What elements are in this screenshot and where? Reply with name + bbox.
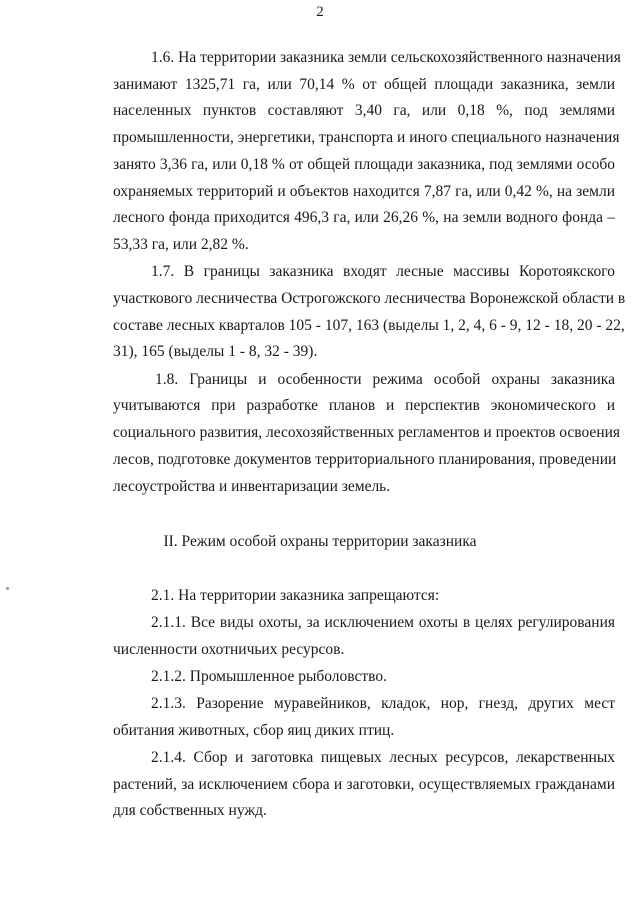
text-line: учитываются при разработке планов и перспектив экономического и	[113, 397, 615, 414]
text-line: 2.1. На территории заказника запрещаются:	[151, 587, 440, 604]
section-heading: II. Режим особой охраны территории заказника	[163, 533, 477, 550]
text-line: 2.1.2. Промышленное рыболовство.	[151, 668, 388, 685]
text-line: обитания животных, сбор яиц диких птиц.	[113, 722, 395, 739]
text-line: лесоустройства и инвентаризации земель.	[113, 478, 391, 495]
text-line: населенных пунктов составляют 3,40 га, или 0,18 %, под землями	[113, 102, 615, 119]
text-line: растений, за исключением сбора и заготовки, осуществляемых гражданами	[113, 776, 615, 793]
text-line: лесного фонда приходится 496,3 га, или 26,26 %, на земли водного фонда –	[113, 209, 615, 226]
page-number: 2	[316, 4, 324, 20]
text-line: для собственных нужд.	[113, 802, 267, 819]
text-line: занимают 1325,71 га, или 70,14 % от общей площади заказника, земли	[113, 76, 615, 93]
text-line: социального развития, лесохозяйственных регламентов и проектов освоения	[113, 424, 621, 441]
text-line: 1.7. В границы заказника входят лесные массивы Коротоякского	[151, 263, 615, 280]
text-line: промышленности, энергетики, транспорта и иного специального назначения	[113, 129, 620, 146]
text-line: 2.1.4. Сбор и заготовка пищевых лесных ресурсов, лекарственных	[151, 749, 615, 766]
text-line: 53,33 га, или 2,82 %.	[113, 236, 249, 253]
text-line: участкового лесничества Острогожского лесничества Воронежской области в	[113, 290, 626, 307]
text-line: составе лесных кварталов 105 - 107, 163 (выделы 1, 2, 4, 6 - 9, 12 - 18, 20 - 22,	[113, 317, 625, 334]
text-line: охраняемых территорий и объектов находится 7,87 га, или 0,42 %, на земли	[113, 183, 615, 200]
text-line: 31), 165 (выделы 1 - 8, 32 - 39).	[113, 343, 318, 360]
text-line: занято 3,36 га, или 0,18 % от общей площади заказника, под землями особо	[113, 156, 615, 173]
text-line: численности охотничьих ресурсов.	[113, 641, 345, 658]
text-line: 2.1.3. Разорение муравейников, кладок, нор, гнезд, других мест	[151, 695, 615, 712]
text-line: 2.1.1. Все виды охоты, за исключением охоты в целях регулирования	[151, 614, 615, 631]
text-line: 1.6. На территории заказника земли сельскохозяйственного назначения	[151, 49, 621, 66]
text-line: 1.8. Границы и особенности режима особой охраны заказника	[155, 371, 615, 388]
scan-mark	[6, 587, 9, 590]
text-line: лесов, подготовке документов территориального планирования, проведении	[113, 451, 617, 468]
